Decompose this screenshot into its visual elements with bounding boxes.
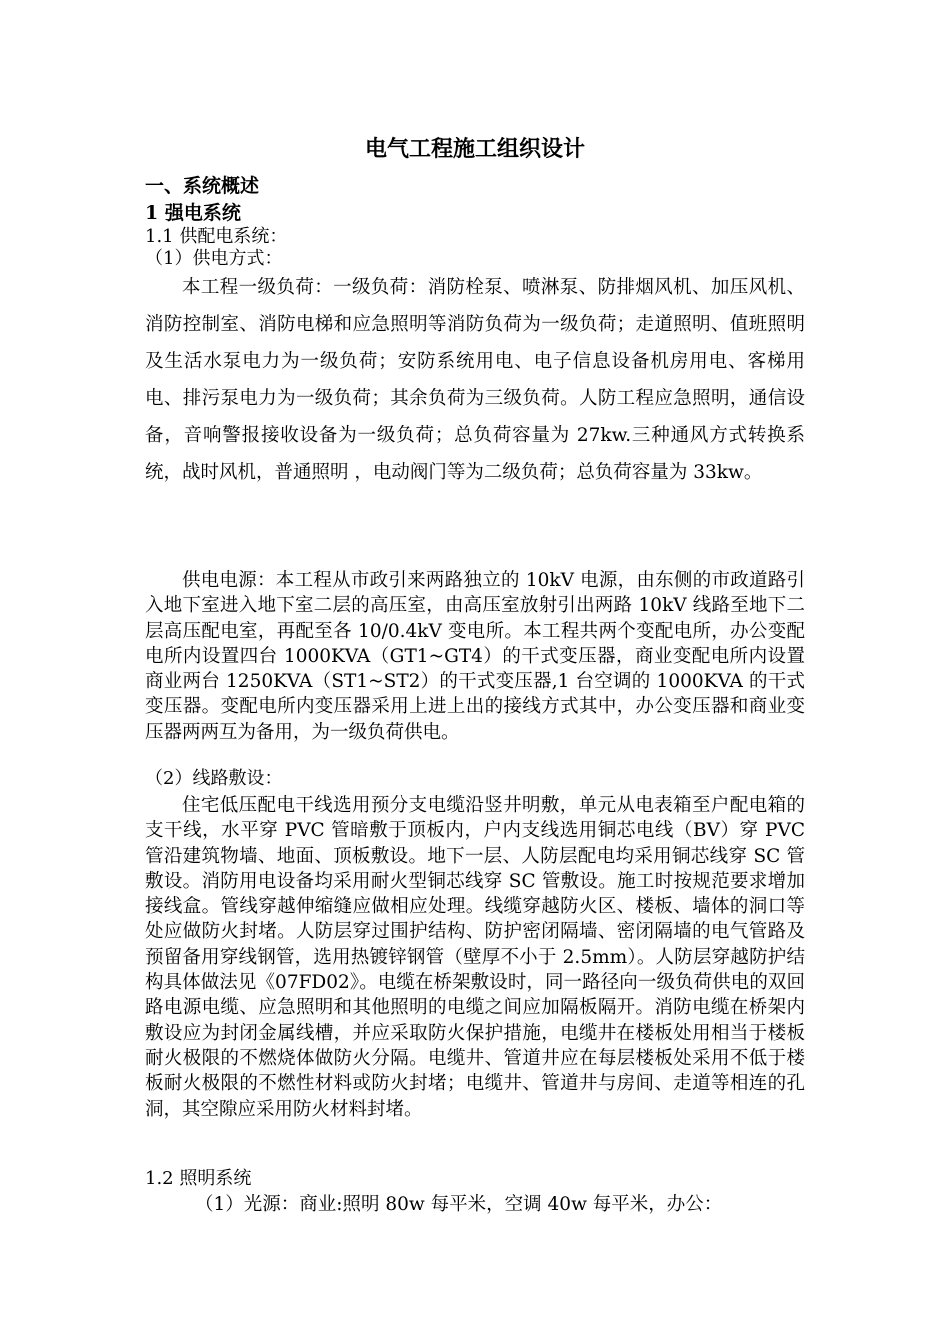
subheading-power-distribution: 1.1 供配电系统： [145, 226, 288, 247]
paragraph-wiring: 住宅低压配电干线选用预分支电缆沿竖井明敷，单元从电表箱至户配电箱的支干线，水平穿 PVC 管暗敷于顶板内，户内支线选用铜芯电线（BV）穿 PVC 管沿建筑物墙、地面、顶板敷设。地下一层、人防层配电均采用铜芯线穿 SC 管敷设。消防用电设备均采用耐火型铜芯线穿 SC 管敷设。施工时按规范要求增加接线盒。管线穿越伸缩缝应做相应处理。线缆穿越防火区、楼板、墙体的洞口等处应做防火封堵。人防层穿过围护结构、防护密闭隔墙、密闭隔墙的电气管路及预留备用穿线钢管，选用热镀锌钢管（壁厚不小于 2.5mm）。人防层穿越防护结构具体做法见《07FD02》。电缆在桥架敷设时，同一路径向一级负荷供电的双回路电源电缆、应急照明和其他照明的电缆之间应加隔板隔开。消防电缆在桥架内敷设应为封闭金属线槽，并应采取防火保护措施，电缆井在楼板处用相当于楼板耐火极限的不燃烧体做防火分隔。电缆井、管道井应在每层楼板处采用不低于楼板耐火极限的不燃性材料或防火封堵；电缆井、管道井与房间、走道等相连的孔洞，其空隙应采用防火材料封堵。 [145, 795, 805, 1120]
paragraph-power-source: 供电电源：本工程从市政引来两路独立的 10kV 电源，由东侧的市政道路引入地下室进入地下室二层的高压室，由高压室放射引出两路 10kV 线路至地下二层高压配电室，再配至各 10/0.4kV 变电所。本工程共两个变配电所，办公变配电所内设置四台 1000KVA（GT1~GT4）的干式变压器，商业变配电所内设置商业两台 1250KVA（ST1~ST2）的干式变压器,1 台空调的 1000KVA 的干式变压器。变配电所内变压器采用上进上出的接线方式其中，办公变压器和商业变压器两两互为备用，为一级负荷供电。 [145, 570, 805, 743]
subheading-lighting-system: 1.2 照明系统 [145, 1168, 252, 1189]
item-power-supply-mode: （1）供电方式： [145, 248, 283, 269]
item-light-source: （1）光源：商业:照明 80w 每平米，空调 40w 每平米，办公： [195, 1194, 723, 1215]
paragraph-load-classification: 本工程一级负荷：一级负荷：消防栓泵、喷淋泵、防排烟风机、加压风机、消防控制室、消防电梯和应急照明等消防负荷为一级负荷；走道照明、值班照明及生活水泵电力为一级负荷；安防系统用电、电子信息设备机房用电、客梯用电、排污泵电力为一级负荷；其余负荷为三级负荷。人防工程应急照明，通信设备，音响警报接收设备为一级负荷；总负荷容量为 27kw.三种通风方式转换系统，战时风机，普通照明 ，电动阀门等为二级负荷；总负荷容量为 33kw。 [145, 277, 805, 483]
document-title: 电气工程施工组织设计 [364, 136, 585, 162]
subheading-strong-current-system: 1 强电系统 [145, 202, 241, 224]
section-heading-overview: 一、系统概述 [145, 175, 260, 197]
item-line-laying: （2）线路敷设： [145, 768, 283, 789]
